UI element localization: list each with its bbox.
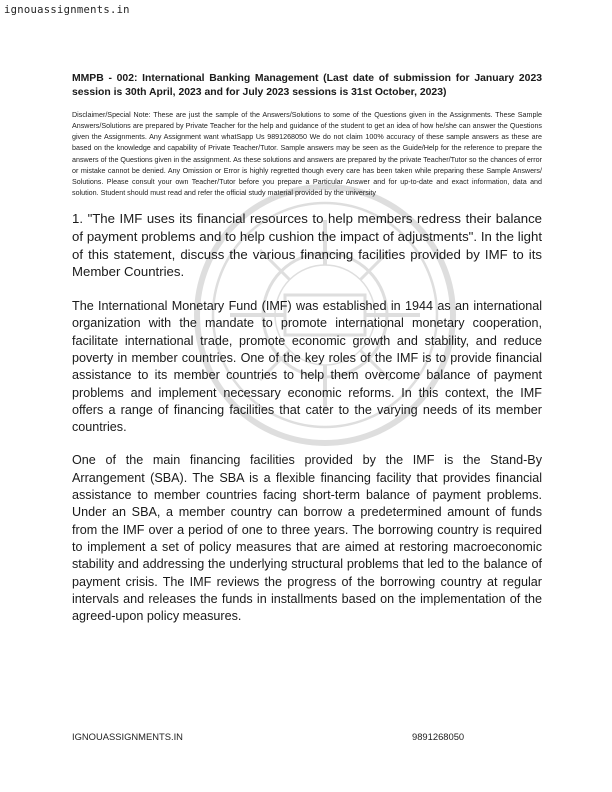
answer-paragraph: One of the main financing facilities provided by the IMF is the Stand-By Arrangement (SBA). The SBA is a flexible financing facility that provides financial assistance to member countries facing short-term balance of payment problems. Under an SBA, a member country can borrow a predetermined amount of funds from the IMF over a period of one to three years. The borrowing country is required to implement a set of policy measures that are aimed at restoring macroeconomic stability and addressing the underlying structural problems that led to the balance of payment crisis. The IMF reviews the progress of the borrowing country at regular intervals and releases the funds in installments based on the implementation of the agreed-upon policy measures. (72, 453, 542, 624)
document-page (72, 72, 542, 641)
answer-paragraph: The International Monetary Fund (IMF) was established in 1944 as an international organization with the mandate to promote international monetary cooperation, facilitate international trade, promote economic growth and stability, and reduce poverty in member countries. One of the key roles of the IMF is to provide financial assistance to its member countries to help them overcome balance of payment problems and implement necessary economic reforms. In this context, the IMF offers a range of financing facilities that cater to the varying needs of its member countries. (72, 299, 542, 435)
disclaimer-note: Disclaimer/Special Note: These are just the sample of the Answers/Solutions to some of the Questions given in the Assignments. These Sample Answers/Solutions are prepared by Private Teacher for the help and guidance of the student to get an idea of how he/she can answer the Questions given the Assignments. Any Assignment want whatSapp Us 9891268050 We do not claim 100% accuracy of these sample answers as these are based on the knowledge and capability of Private Teacher/Tutor. Sample answers may be seen as the Guide/Help for the reference to prepare the answers of the Questions given in the assignment. As these solutions and answers are prepared by the private Teacher/Tutor so the chances of error or mistake cannot be denied. Any Omission or Error is highly regretted though every care has been taken while preparing these Sample Answers/ Solutions. Please consult your own Teacher/Tutor before you prepare a Particular Answer and for up-to-date and exact information, data and solution. Student should must read and refer the official study material provided by the university (72, 111, 542, 198)
footer-phone: 9891268050 (412, 731, 465, 742)
page-footer (72, 731, 542, 742)
question-text: 1. "The IMF uses its financial resources to help members redress their balance of payment problems and to help cushion the impact of adjustments". In the light of this statement, discuss the various financing facilities provided by IMF to its Member Countries. (72, 211, 542, 280)
site-header: ignouassignments.in (4, 4, 130, 16)
assignment-title: MMPB - 002: International Banking Management (Last date of submission for January 2023 session is 30th April, 2023 and for July 2023 sessions is 31st October, 2023) (72, 73, 542, 98)
footer-site: IGNOUASSIGNMENTS.IN (72, 731, 183, 742)
